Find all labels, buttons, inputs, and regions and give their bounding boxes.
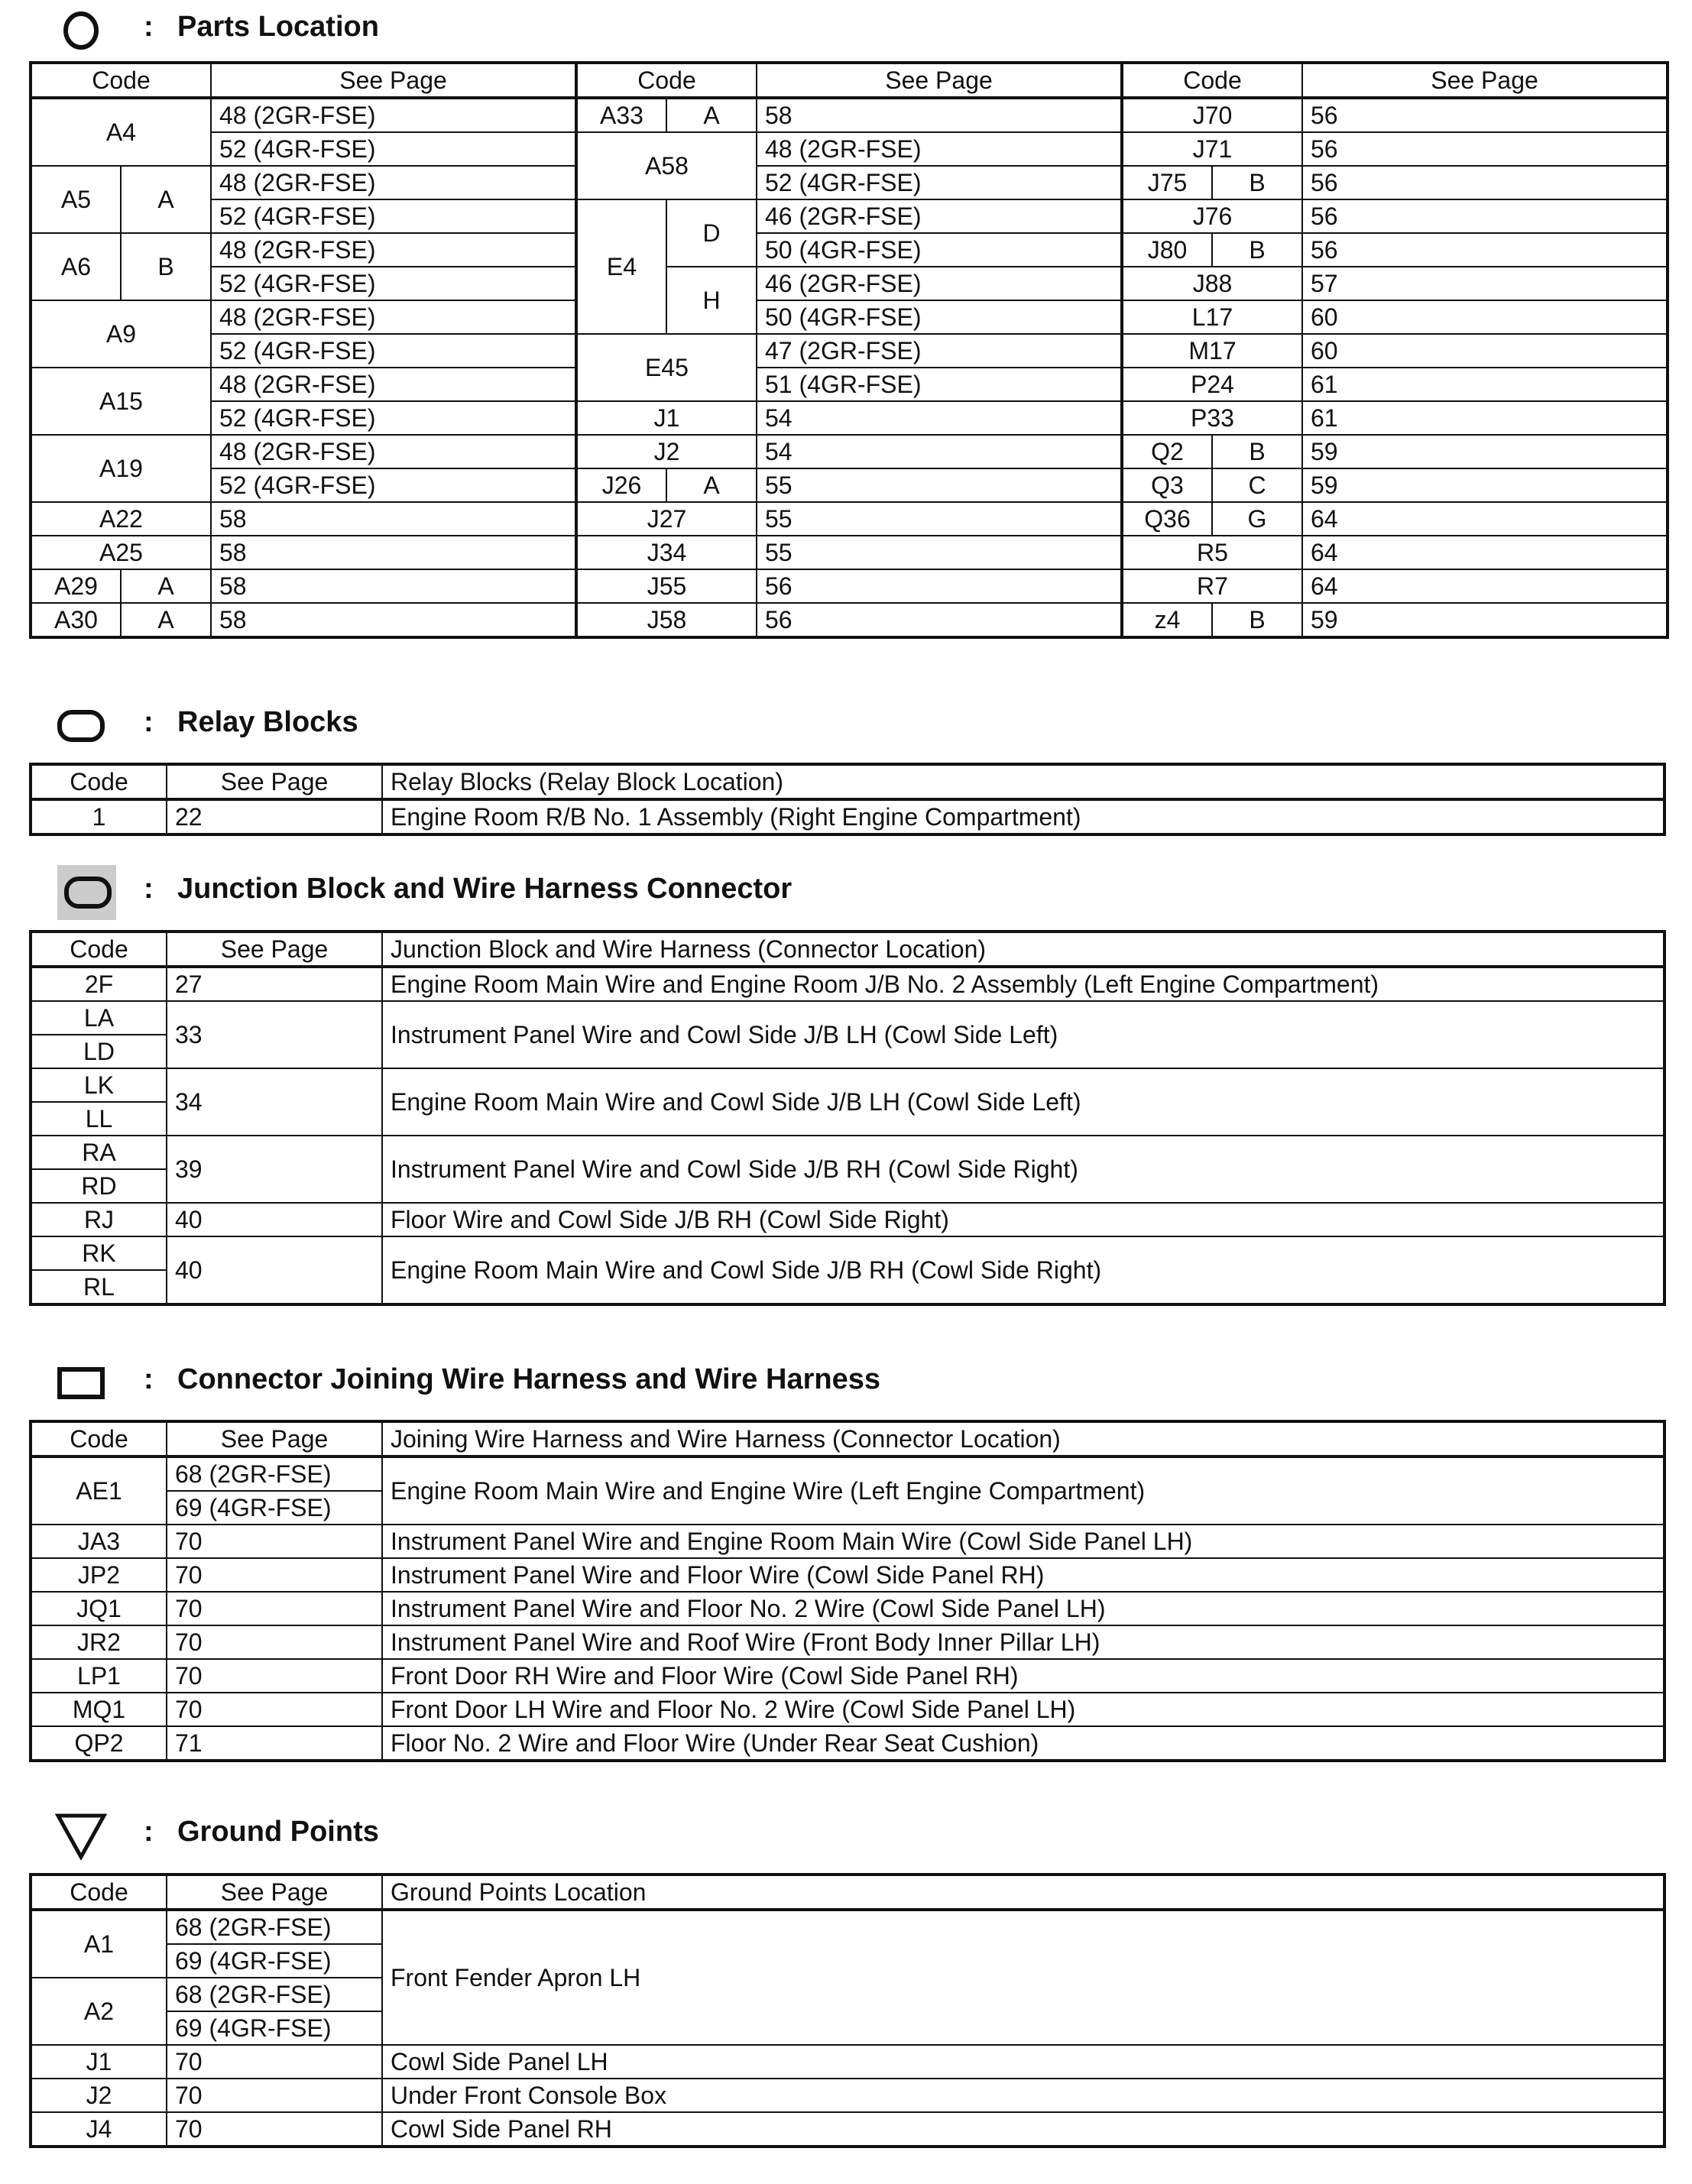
see-page-cell: 70 <box>167 1525 382 1558</box>
see-page-header: See Page <box>167 1875 382 1910</box>
code-cell: AE1 <box>31 1457 167 1525</box>
table-row <box>31 132 1668 166</box>
see-page-cell: 56 <box>1302 98 1668 132</box>
location-cell: Instrument Panel Wire and Roof Wire (Front Body Inner Pillar LH) <box>382 1625 1664 1659</box>
connector-letter-cell: D <box>666 199 757 267</box>
see-page-header: See Page <box>167 1421 382 1457</box>
connector-letter-cell: B <box>1212 233 1302 267</box>
connector-letter-cell: A <box>666 468 757 502</box>
table-header-row <box>31 1875 1664 1910</box>
code-cell: J1 <box>576 401 757 435</box>
see-page-cell: 50 (4GR-FSE) <box>757 233 1122 267</box>
location-cell: Engine Room Main Wire and Engine Room J/B No. 2 Assembly (Left Engine Compartment) <box>382 967 1664 1001</box>
code-cell: E4 <box>576 199 666 334</box>
see-page-cell: 46 (2GR-FSE) <box>757 267 1122 300</box>
see-page-header: See Page <box>1302 63 1668 98</box>
connector-letter-cell: C <box>1212 468 1302 502</box>
ground-title: Ground Points <box>177 1816 379 1848</box>
see-page-cell: 61 <box>1302 368 1668 401</box>
location-cell: Cowl Side Panel LH <box>382 2045 1664 2079</box>
junction-block-table <box>29 930 1666 1306</box>
table-header-row <box>31 63 1668 98</box>
see-page-cell: 61 <box>1302 401 1668 435</box>
code-cell: JQ1 <box>31 1592 167 1625</box>
see-page-cell: 40 <box>167 1203 382 1236</box>
code-cell: RL <box>31 1270 167 1304</box>
see-page-cell: 52 (4GR-FSE) <box>211 468 576 502</box>
see-page-cell: 39 <box>167 1136 382 1203</box>
code-header: Code <box>31 1421 167 1457</box>
rectangle-icon <box>53 1362 109 1405</box>
location-cell: Engine Room Main Wire and Cowl Side J/B LH (Cowl Side Left) <box>382 1068 1664 1136</box>
see-page-cell: 56 <box>757 569 1122 603</box>
table-row <box>31 1236 1664 1270</box>
table-header-row <box>31 1421 1664 1457</box>
see-page-cell: 70 <box>167 1558 382 1592</box>
connector-letter-cell: B <box>1212 166 1302 199</box>
triangle-icon <box>53 1811 109 1860</box>
see-page-cell: 55 <box>757 502 1122 536</box>
connector-letter-cell: B <box>1212 603 1302 637</box>
code-cell: JA3 <box>31 1525 167 1558</box>
connector-letter-cell: A <box>121 603 211 637</box>
location-cell: Floor Wire and Cowl Side J/B RH (Cowl Side Right) <box>382 1203 1664 1236</box>
see-page-cell: 69 (4GR-FSE) <box>167 1944 382 1978</box>
table-row <box>31 98 1668 132</box>
see-page-cell: 56 <box>1302 199 1668 233</box>
see-page-cell: 70 <box>167 1625 382 1659</box>
table-row <box>31 2079 1664 2112</box>
parts-title: Parts Location <box>177 11 379 43</box>
location-header: Joining Wire Harness and Wire Harness (Connector Location) <box>382 1421 1664 1457</box>
code-cell: L17 <box>1122 300 1302 334</box>
code-cell: A4 <box>31 98 211 166</box>
code-cell: M17 <box>1122 334 1302 368</box>
see-page-cell: 68 (2GR-FSE) <box>167 1457 382 1491</box>
table-row <box>31 1592 1664 1625</box>
see-page-cell: 64 <box>1302 502 1668 536</box>
table-row <box>31 799 1664 834</box>
code-cell: J70 <box>1122 98 1302 132</box>
see-page-cell: 70 <box>167 2112 382 2147</box>
table-header-row <box>31 932 1664 967</box>
table-row <box>31 603 1668 637</box>
rounded-rect-icon <box>53 705 109 747</box>
code-cell: A22 <box>31 502 211 536</box>
code-cell: A33 <box>576 98 666 132</box>
see-page-cell: 33 <box>167 1001 382 1068</box>
see-page-cell: 59 <box>1302 435 1668 468</box>
code-cell: E45 <box>576 334 757 401</box>
connector-letter-cell: H <box>666 267 757 334</box>
connector-letter-cell: A <box>121 569 211 603</box>
see-page-cell: 52 (4GR-FSE) <box>757 166 1122 199</box>
see-page-cell: 68 (2GR-FSE) <box>167 1910 382 1944</box>
code-cell: A30 <box>31 603 121 637</box>
see-page-cell: 48 (2GR-FSE) <box>211 166 576 199</box>
code-cell: A19 <box>31 435 211 502</box>
relay-heading: : Relay Blocks <box>0 695 1692 757</box>
see-page-cell: 68 (2GR-FSE) <box>167 1978 382 2011</box>
code-cell: Q2 <box>1122 435 1212 468</box>
code-cell: LK <box>31 1068 167 1102</box>
code-cell: R7 <box>1122 569 1302 603</box>
see-page-cell: 70 <box>167 2045 382 2079</box>
see-page-cell: 51 (4GR-FSE) <box>757 368 1122 401</box>
see-page-cell: 64 <box>1302 569 1668 603</box>
parts-heading: : Parts Location <box>0 0 1692 61</box>
table-row <box>31 468 1668 502</box>
see-page-cell: 58 <box>757 98 1122 132</box>
see-page-cell: 56 <box>1302 166 1668 199</box>
code-cell: JP2 <box>31 1558 167 1592</box>
code-cell: A9 <box>31 300 211 368</box>
see-page-cell: 58 <box>211 603 576 637</box>
table-row <box>31 1625 1664 1659</box>
code-cell: J26 <box>576 468 666 502</box>
code-cell: J76 <box>1122 199 1302 233</box>
code-cell: RA <box>31 1136 167 1169</box>
code-cell: 1 <box>31 799 167 834</box>
table-row <box>31 1726 1664 1761</box>
code-cell: A29 <box>31 569 121 603</box>
see-page-cell: 56 <box>1302 132 1668 166</box>
connector-letter-cell: B <box>1212 435 1302 468</box>
code-cell: A2 <box>31 1978 167 2045</box>
code-cell: MQ1 <box>31 1693 167 1726</box>
location-cell: Front Door LH Wire and Floor No. 2 Wire (Cowl Side Panel LH) <box>382 1693 1664 1726</box>
see-page-cell: 58 <box>211 502 576 536</box>
location-cell: Instrument Panel Wire and Cowl Side J/B RH (Cowl Side Right) <box>382 1136 1664 1203</box>
code-cell: J71 <box>1122 132 1302 166</box>
table-row <box>31 401 1668 435</box>
code-header: Code <box>1122 63 1302 98</box>
code-cell: J2 <box>576 435 757 468</box>
code-cell: J75 <box>1122 166 1212 199</box>
table-row <box>31 300 1668 334</box>
see-page-cell: 64 <box>1302 536 1668 569</box>
see-page-cell: 50 (4GR-FSE) <box>757 300 1122 334</box>
location-cell: Cowl Side Panel RH <box>382 2112 1664 2147</box>
code-cell: J80 <box>1122 233 1212 267</box>
location-cell: Instrument Panel Wire and Floor Wire (Cowl Side Panel RH) <box>382 1558 1664 1592</box>
ground-heading: : Ground Points <box>0 1805 1692 1866</box>
see-page-cell: 58 <box>211 569 576 603</box>
location-header: Junction Block and Wire Harness (Connector Location) <box>382 932 1664 967</box>
relay-title: Relay Blocks <box>177 706 358 738</box>
shaded-rounded-rect-icon <box>53 865 116 920</box>
table-row <box>31 1457 1664 1491</box>
location-cell: Engine Room Main Wire and Engine Wire (Left Engine Compartment) <box>382 1457 1664 1525</box>
code-cell: J88 <box>1122 267 1302 300</box>
code-cell: R5 <box>1122 536 1302 569</box>
ground-points-table <box>29 1873 1666 2148</box>
code-cell: LP1 <box>31 1659 167 1693</box>
connector-joining-table <box>29 1420 1666 1762</box>
see-page-cell: 40 <box>167 1236 382 1304</box>
table-row <box>31 1136 1664 1169</box>
junction-heading: : Junction Block and Wire Harness Connector <box>0 862 1692 923</box>
code-cell: A15 <box>31 368 211 435</box>
code-cell: P33 <box>1122 401 1302 435</box>
code-cell: A6 <box>31 233 121 300</box>
table-row <box>31 1659 1664 1693</box>
see-page-cell: 47 (2GR-FSE) <box>757 334 1122 368</box>
code-cell: RJ <box>31 1203 167 1236</box>
see-page-header: See Page <box>167 932 382 967</box>
code-cell: A58 <box>576 132 757 199</box>
code-cell: Q3 <box>1122 468 1212 502</box>
see-page-cell: 59 <box>1302 603 1668 637</box>
location-cell: Instrument Panel Wire and Cowl Side J/B LH (Cowl Side Left) <box>382 1001 1664 1068</box>
connector-title: Connector Joining Wire Harness and Wire Harness <box>177 1363 880 1395</box>
location-header: Relay Blocks (Relay Block Location) <box>382 764 1664 799</box>
code-cell: RD <box>31 1169 167 1203</box>
see-page-cell: 56 <box>1302 233 1668 267</box>
see-page-cell: 48 (2GR-FSE) <box>211 435 576 468</box>
see-page-cell: 22 <box>167 799 382 834</box>
code-cell: P24 <box>1122 368 1302 401</box>
connector-letter-cell: G <box>1212 502 1302 536</box>
see-page-cell: 48 (2GR-FSE) <box>211 98 576 132</box>
see-page-cell: 60 <box>1302 334 1668 368</box>
see-page-cell: 69 (4GR-FSE) <box>167 2011 382 2045</box>
see-page-cell: 27 <box>167 967 382 1001</box>
code-header: Code <box>31 932 167 967</box>
code-cell: LA <box>31 1001 167 1035</box>
code-header: Code <box>31 1875 167 1910</box>
table-row <box>31 2112 1664 2147</box>
code-cell: LD <box>31 1035 167 1068</box>
location-cell: Instrument Panel Wire and Floor No. 2 Wire (Cowl Side Panel LH) <box>382 1592 1664 1625</box>
see-page-cell: 54 <box>757 435 1122 468</box>
table-row <box>31 166 1668 199</box>
connector-heading: : Connector Joining Wire Harness and Wire Harness <box>0 1353 1692 1414</box>
code-header: Code <box>576 63 757 98</box>
code-cell: J4 <box>31 2112 167 2147</box>
code-cell: J27 <box>576 502 757 536</box>
see-page-cell: 52 (4GR-FSE) <box>211 334 576 368</box>
table-row <box>31 1203 1664 1236</box>
see-page-header: See Page <box>167 764 382 799</box>
see-page-cell: 59 <box>1302 468 1668 502</box>
see-page-cell: 70 <box>167 1693 382 1726</box>
circle-icon <box>53 9 109 52</box>
code-cell: A1 <box>31 1910 167 1978</box>
see-page-header: See Page <box>757 63 1122 98</box>
see-page-cell: 70 <box>167 1659 382 1693</box>
see-page-cell: 48 (2GR-FSE) <box>211 368 576 401</box>
see-page-cell: 52 (4GR-FSE) <box>211 401 576 435</box>
location-cell: Instrument Panel Wire and Engine Room Main Wire (Cowl Side Panel LH) <box>382 1525 1664 1558</box>
table-row <box>31 435 1668 468</box>
see-page-cell: 70 <box>167 1592 382 1625</box>
connector-letter-cell: A <box>666 98 757 132</box>
see-page-cell: 69 (4GR-FSE) <box>167 1491 382 1525</box>
code-cell: A25 <box>31 536 211 569</box>
location-cell: Under Front Console Box <box>382 2079 1664 2112</box>
see-page-cell: 58 <box>211 536 576 569</box>
connector-letter-cell: B <box>121 233 211 300</box>
code-cell: J58 <box>576 603 757 637</box>
table-row <box>31 1001 1664 1035</box>
code-header: Code <box>31 63 211 98</box>
table-row <box>31 233 1668 267</box>
see-page-cell: 55 <box>757 468 1122 502</box>
table-row <box>31 569 1668 603</box>
table-row <box>31 1693 1664 1726</box>
see-page-cell: 57 <box>1302 267 1668 300</box>
code-cell: J55 <box>576 569 757 603</box>
location-cell: Front Fender Apron LH <box>382 1910 1664 2045</box>
code-cell: J34 <box>576 536 757 569</box>
see-page-cell: 46 (2GR-FSE) <box>757 199 1122 233</box>
table-row <box>31 502 1668 536</box>
table-row <box>31 1068 1664 1102</box>
table-row <box>31 967 1664 1001</box>
see-page-cell: 54 <box>757 401 1122 435</box>
code-cell: QP2 <box>31 1726 167 1761</box>
location-header: Ground Points Location <box>382 1875 1664 1910</box>
table-row <box>31 368 1668 401</box>
table-row <box>31 267 1668 300</box>
code-cell: J1 <box>31 2045 167 2079</box>
code-cell: 2F <box>31 967 167 1001</box>
code-cell: A5 <box>31 166 121 233</box>
table-row <box>31 199 1668 233</box>
see-page-cell: 56 <box>757 603 1122 637</box>
see-page-cell: 71 <box>167 1726 382 1761</box>
location-cell: Floor No. 2 Wire and Floor Wire (Under Rear Seat Cushion) <box>382 1726 1664 1761</box>
location-cell: Engine Room Main Wire and Cowl Side J/B RH (Cowl Side Right) <box>382 1236 1664 1304</box>
see-page-header: See Page <box>211 63 576 98</box>
connector-letter-cell: A <box>121 166 211 233</box>
see-page-cell: 52 (4GR-FSE) <box>211 199 576 233</box>
code-cell: z4 <box>1122 603 1212 637</box>
parts-location-table <box>29 61 1669 639</box>
code-cell: JR2 <box>31 1625 167 1659</box>
table-row <box>31 1525 1664 1558</box>
see-page-cell: 48 (2GR-FSE) <box>211 300 576 334</box>
table-row <box>31 1910 1664 1944</box>
location-cell: Front Door RH Wire and Floor Wire (Cowl Side Panel RH) <box>382 1659 1664 1693</box>
junction-title: Junction Block and Wire Harness Connector <box>177 873 793 905</box>
table-row <box>31 334 1668 368</box>
code-cell: LL <box>31 1102 167 1136</box>
code-cell: J2 <box>31 2079 167 2112</box>
table-row <box>31 1558 1664 1592</box>
table-row <box>31 536 1668 569</box>
code-cell: Q36 <box>1122 502 1212 536</box>
see-page-cell: 52 (4GR-FSE) <box>211 132 576 166</box>
see-page-cell: 48 (2GR-FSE) <box>211 233 576 267</box>
see-page-cell: 52 (4GR-FSE) <box>211 267 576 300</box>
see-page-cell: 60 <box>1302 300 1668 334</box>
table-row <box>31 2045 1664 2079</box>
see-page-cell: 34 <box>167 1068 382 1136</box>
code-header: Code <box>31 764 167 799</box>
table-header-row <box>31 764 1664 799</box>
see-page-cell: 70 <box>167 2079 382 2112</box>
code-cell: RK <box>31 1236 167 1270</box>
relay-blocks-table <box>29 763 1666 836</box>
see-page-cell: 48 (2GR-FSE) <box>757 132 1122 166</box>
location-cell: Engine Room R/B No. 1 Assembly (Right Engine Compartment) <box>382 799 1664 834</box>
see-page-cell: 55 <box>757 536 1122 569</box>
